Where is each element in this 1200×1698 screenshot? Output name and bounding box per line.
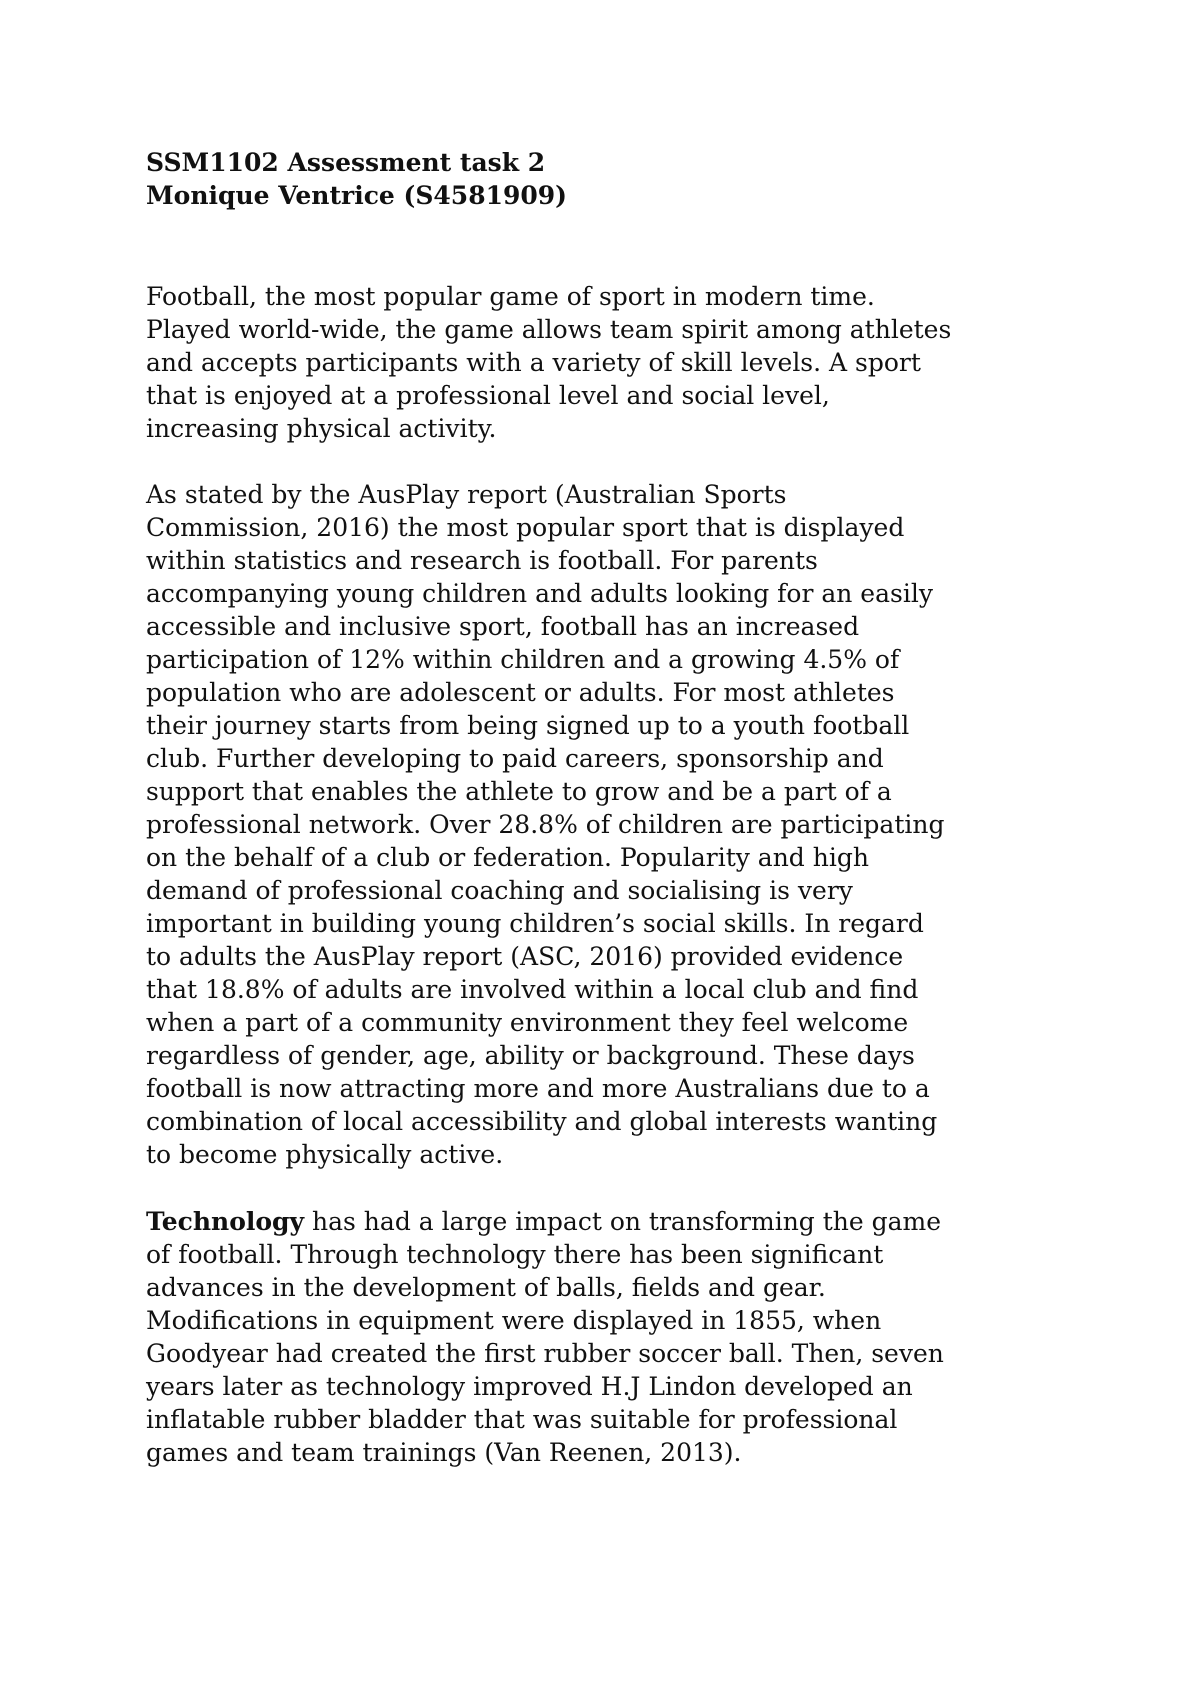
document-header (146, 146, 1106, 212)
paragraph-line: within statistics and research is football. For parents (146, 546, 818, 575)
paragraph-line-rest: has had a large impact on transforming the game (304, 1207, 942, 1236)
paragraph-line: Commission, 2016) the most popular sport that is displayed (146, 513, 905, 542)
paragraph-technology (146, 1205, 1106, 1469)
paragraph-line: when a part of a community environment they feel welcome (146, 1008, 909, 1037)
paragraph-line: advances in the development of balls, fields and gear. (146, 1273, 826, 1302)
paragraph-line: Played world-wide, the game allows team spirit among athletes (146, 315, 952, 344)
paragraph-line: inflatable rubber bladder that was suitable for professional (146, 1405, 898, 1434)
paragraph-line: Modifications in equipment were displayed in 1855, when (146, 1306, 882, 1335)
paragraph-line: games and team trainings (Van Reenen, 2013). (146, 1438, 742, 1467)
paragraph-line: As stated by the AusPlay report (Australian Sports (146, 480, 787, 509)
paragraph-line: that 18.8% of adults are involved within a local club and find (146, 975, 919, 1004)
paragraph-line: and accepts participants with a variety of skill levels. A sport (146, 348, 921, 377)
paragraph-line: to become physically active. (146, 1140, 504, 1169)
paragraph-line: participation of 12% within children and a growing 4.5% of (146, 645, 900, 674)
paragraph-line: demand of professional coaching and socialising is very (146, 876, 853, 905)
paragraph-line: professional network. Over 28.8% of children are participating (146, 810, 945, 839)
technology-heading: Technology (146, 1207, 305, 1236)
paragraph-line: accompanying young children and adults looking for an easily (146, 579, 933, 608)
assessment-title: SSM1102 Assessment task 2 (146, 148, 546, 177)
paragraph-line: Goodyear had created the first rubber soccer ball. Then, seven (146, 1339, 944, 1368)
paragraph-line: to adults the AusPlay report (ASC, 2016) provided evidence (146, 942, 904, 971)
paragraph-line: important in building young children’s social skills. In regard (146, 909, 924, 938)
paragraph-line: accessible and inclusive sport, football has an increased (146, 612, 860, 641)
paragraph-line: regardless of gender, age, ability or background. These days (146, 1041, 915, 1070)
paragraph-line: support that enables the athlete to grow and be a part of a (146, 777, 892, 806)
paragraph-line: football is now attracting more and more Australians due to a (146, 1074, 930, 1103)
paragraph-intro (146, 280, 1106, 445)
paragraph-first-line (146, 1205, 1106, 1238)
paragraph-line: that is enjoyed at a professional level and social level, (146, 381, 830, 410)
paragraph-line: of football. Through technology there has been significant (146, 1240, 884, 1269)
paragraph-line: increasing physical activity. (146, 414, 497, 443)
paragraph-line: Football, the most popular game of sport in modern time. (146, 282, 875, 311)
paragraph-line: club. Further developing to paid careers, sponsorship and (146, 744, 884, 773)
paragraph-line: their journey starts from being signed up to a youth football (146, 711, 910, 740)
paragraph-line: population who are adolescent or adults. For most athletes (146, 678, 895, 707)
paragraph-line: on the behalf of a club or federation. Popularity and high (146, 843, 869, 872)
paragraph-line: years later as technology improved H.J Lindon developed an (146, 1372, 913, 1401)
paragraph-line: combination of local accessibility and global interests wanting (146, 1107, 938, 1136)
author-line: Monique Ventrice (S4581909) (146, 181, 567, 210)
paragraph-ausplay (146, 478, 1106, 1171)
